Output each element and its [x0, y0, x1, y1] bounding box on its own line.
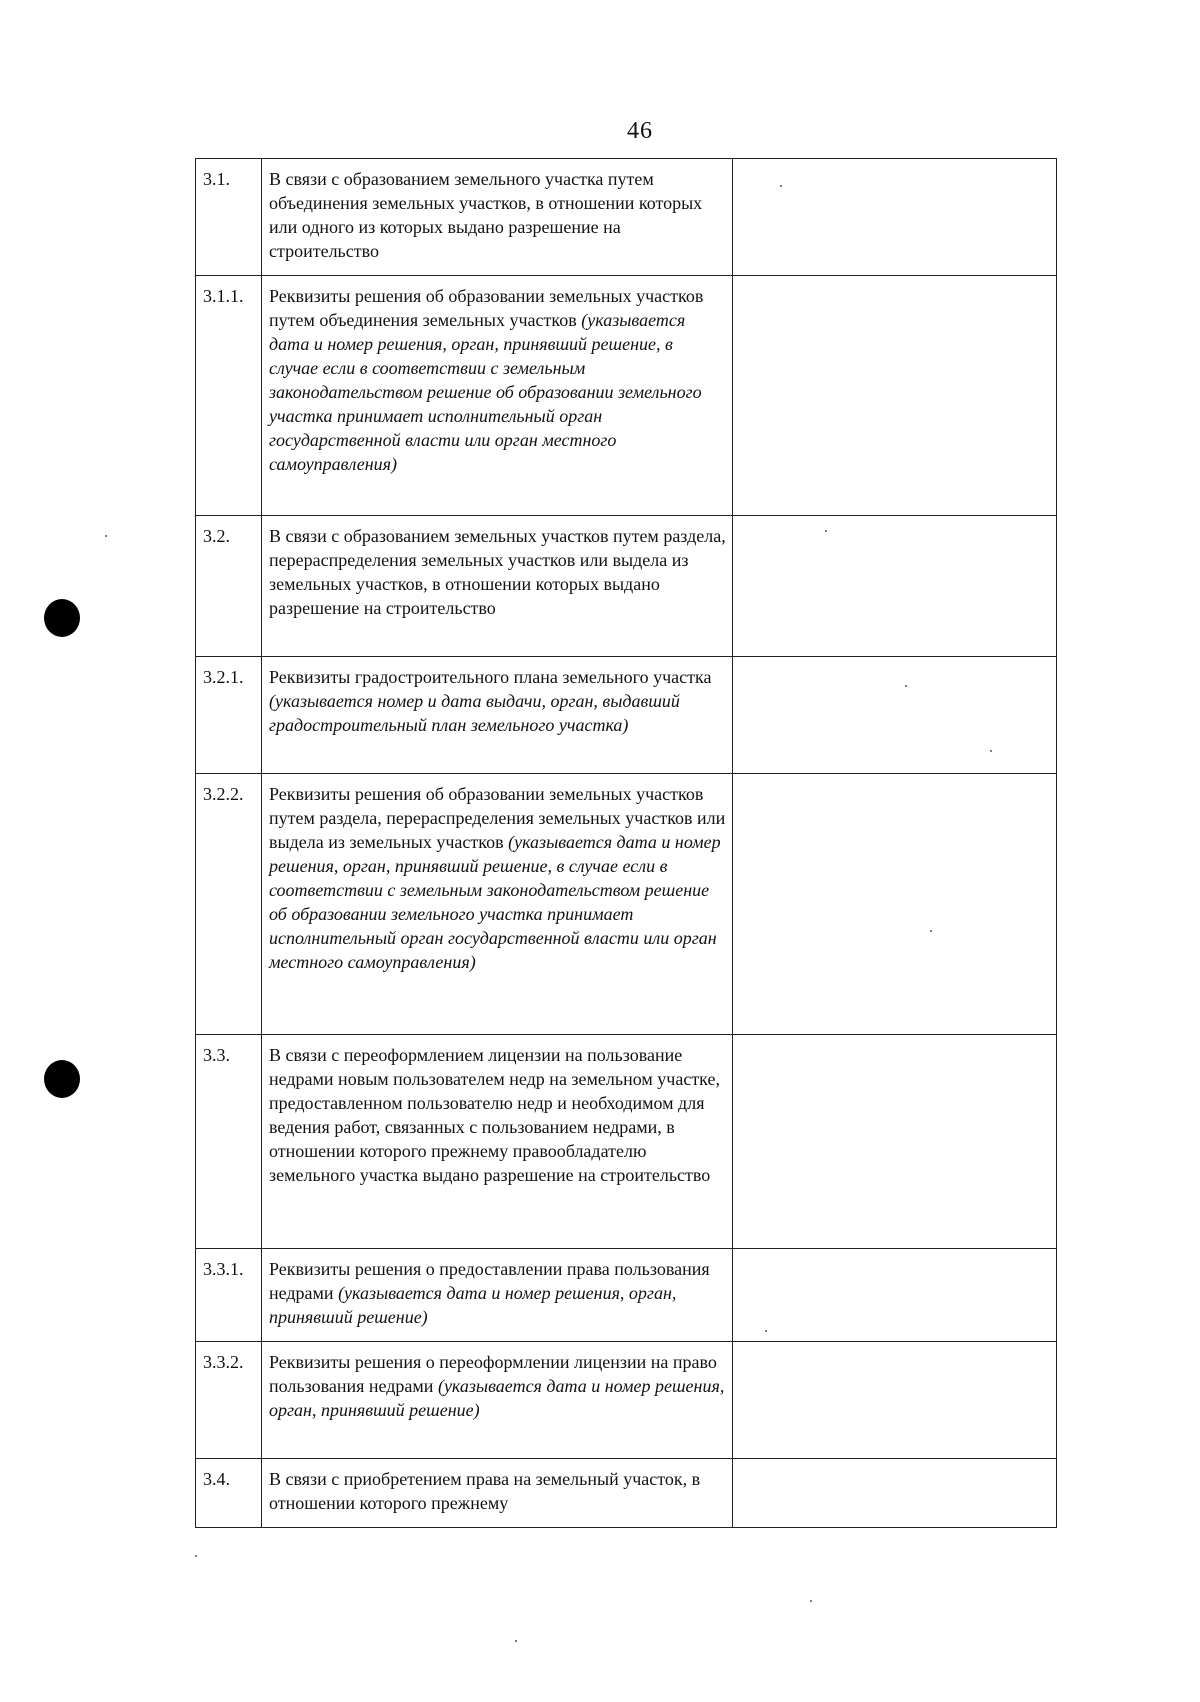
- page-number: 46: [627, 118, 653, 144]
- row-description: [262, 1035, 733, 1249]
- permit-details-table: [195, 158, 1057, 1528]
- punch-hole-decoration: [44, 1060, 80, 1098]
- table-row: [196, 1249, 1057, 1342]
- description-text: Реквизиты решения об образовании земельных участков путем объединения земельных участков: [269, 286, 704, 330]
- row-number: 3.3.1.: [196, 1249, 262, 1342]
- row-description: [262, 774, 733, 1035]
- row-number: 3.2.: [196, 516, 262, 657]
- description-note: (указывается дата и номер решения, орган, принявший решение, в случае если в соответствии с земельным законодательством решение об образовании земельного участка принимает исполнительный орган государственной власти или орган местного самоуправления): [269, 310, 702, 474]
- scan-speck-decoration: [930, 930, 932, 932]
- row-number: 3.1.1.: [196, 276, 262, 516]
- row-description: [262, 159, 733, 276]
- scan-speck-decoration: [905, 685, 907, 687]
- row-value: [733, 276, 1057, 516]
- row-description: [262, 276, 733, 516]
- row-number: 3.2.1.: [196, 657, 262, 774]
- row-description: [262, 1342, 733, 1459]
- table-row: [196, 657, 1057, 774]
- description-text: Реквизиты решения об образовании земельных участков путем раздела, перераспределения земельных участков или выдела из земельных участков: [269, 784, 726, 852]
- row-value: [733, 1459, 1057, 1528]
- row-description: [262, 1459, 733, 1528]
- row-value: [733, 1249, 1057, 1342]
- row-value: [733, 159, 1057, 276]
- row-number: 3.4.: [196, 1459, 262, 1528]
- table-row: [196, 1035, 1057, 1249]
- description-text: В связи с образованием земельных участков путем раздела, перераспределения земельных участков или выдела из земельных участков, в отношении которых выдано разрешение на строительство: [269, 526, 726, 618]
- row-description: [262, 1249, 733, 1342]
- scan-speck-decoration: [810, 1600, 812, 1602]
- description-text: Реквизиты градостроительного плана земельного участка: [269, 667, 712, 687]
- row-description: [262, 516, 733, 657]
- description-text: В связи с переоформлением лицензии на пользование недрами новым пользователем недр на земельном участке, предоставленном пользователю недр и необходимом для ведения работ, связанных с пользованием недрами, в отношении которого прежнему правообладателю земельного участка выдано разрешение на строительство: [269, 1045, 720, 1185]
- row-value: [733, 516, 1057, 657]
- scan-speck-decoration: [515, 1640, 517, 1642]
- table-row: [196, 276, 1057, 516]
- row-value: [733, 657, 1057, 774]
- table-row: [196, 1459, 1057, 1528]
- punch-hole-decoration: [44, 599, 80, 637]
- scan-speck-decoration: [765, 1330, 767, 1332]
- row-description: [262, 657, 733, 774]
- row-number: 3.3.: [196, 1035, 262, 1249]
- description-note: (указывается дата и номер решения, орган, принявший решение): [269, 1283, 677, 1327]
- description-note: (указывается дата и номер решения, орган, принявший решение): [269, 1376, 725, 1420]
- scan-speck-decoration: [105, 535, 107, 537]
- row-value: [733, 1035, 1057, 1249]
- description-text: Реквизиты решения о предоставлении права пользования недрами: [269, 1259, 710, 1303]
- description-note: (указывается номер и дата выдачи, орган, выдавший градостроительный план земельного участка): [269, 691, 680, 735]
- table-row: [196, 774, 1057, 1035]
- row-value: [733, 774, 1057, 1035]
- description-note: (указывается дата и номер решения, орган, принявший решение, в случае если в соответствии с земельным законодательством решение об образовании земельного участка принимает исполнительный орган государственной власти или орган местного самоуправления): [269, 832, 721, 972]
- scan-speck-decoration: [990, 750, 992, 752]
- scan-speck-decoration: [825, 530, 827, 532]
- description-text: Реквизиты решения о переоформлении лицензии на право пользования недрами: [269, 1352, 717, 1396]
- description-text: В связи с приобретением права на земельный участок, в отношении которого прежнему: [269, 1469, 701, 1513]
- table-row: [196, 516, 1057, 657]
- scan-speck-decoration: [780, 185, 782, 187]
- row-number: 3.3.2.: [196, 1342, 262, 1459]
- row-number: 3.2.2.: [196, 774, 262, 1035]
- scan-speck-decoration: [195, 1555, 197, 1557]
- table-row: [196, 159, 1057, 276]
- description-text: В связи с образованием земельного участка путем объединения земельных участков, в отношении которых или одного из которых выдано разрешение на строительство: [269, 169, 703, 261]
- row-number: 3.1.: [196, 159, 262, 276]
- row-value: [733, 1342, 1057, 1459]
- table-row: [196, 1342, 1057, 1459]
